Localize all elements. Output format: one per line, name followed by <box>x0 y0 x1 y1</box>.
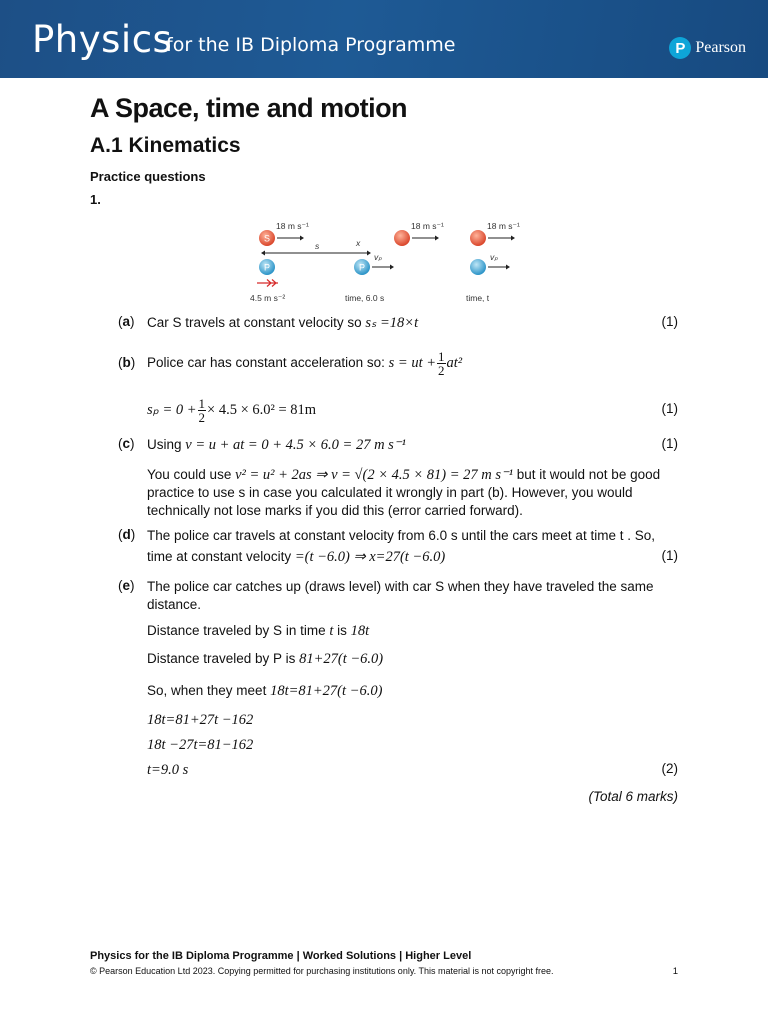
part-c-note: You could use v² = u² + 2as ⇒ v = √(2 × 4.5 × 81) = 27 m s⁻¹ but it would not be good practice to use s in case you calculated it wrongly in part (b). However, you would technically not lose marks if you did this (error carried forward). <box>147 467 661 518</box>
subsection-title: Practice questions <box>90 169 206 184</box>
accel-arrow-icon <box>257 280 278 287</box>
speed-label-1: 18 m s⁻¹ <box>276 221 309 231</box>
part-a-text: Car S travels at constant velocity so sₛ =18×t <box>147 315 419 331</box>
car-s-mid <box>394 230 410 246</box>
part-e-line8: t=9.0 s <box>147 762 189 778</box>
distance-s-label: s <box>315 241 320 251</box>
car-p-label: P <box>263 262 271 273</box>
part-d-marks: (1) <box>661 548 678 563</box>
footer-copyright: © Pearson Education Ltd 2023. Copying permitted for purchasing institutions only. This material is not copyright free. <box>90 966 554 976</box>
motion-diagram <box>245 215 525 310</box>
part-b-calc: sₚ = 0 + $\frac{1}{2}$ × 4.5 × 6.0² = 81m <box>147 395 317 425</box>
footer-title: Physics for the IB Diploma Programme | Worked Solutions | Higher Level <box>90 950 472 962</box>
part-e-label: (e) <box>118 578 135 593</box>
car-p-mid-label: P <box>358 262 366 273</box>
pearson-logo-icon: P <box>669 37 691 59</box>
speed-label-3: 18 m s⁻¹ <box>487 221 520 231</box>
pearson-logo <box>669 37 746 59</box>
vp-label-1: vₚ <box>374 252 382 262</box>
car-s-end <box>470 230 486 246</box>
part-c-text: Using v = u + at = 0 + 4.5 × 6.0 = 27 m s⁻¹ <box>147 437 406 453</box>
vp-label-2: vₚ <box>490 252 498 262</box>
part-a-label: (a) <box>118 314 135 329</box>
part-a-equation: sₛ =18×t <box>365 315 419 331</box>
part-a-marks: (1) <box>661 314 678 329</box>
part-c-marks: (1) <box>661 436 678 451</box>
part-e-line6: 18t=81+27t −162 <box>147 712 254 728</box>
speed-label-2: 18 m s⁻¹ <box>411 221 444 231</box>
header-banner <box>0 0 768 78</box>
part-d-text: The police car travels at constant velocity from 6.0 s until the cars meet at time t . So, time at constant velocity =(t −6.0) ⇒ x=27(t −6.0) <box>147 528 655 565</box>
publisher-name: Pearson <box>695 39 746 56</box>
chapter-title: A Space, time and motion <box>90 93 408 123</box>
banner-subtitle: for the IB Diploma Programme <box>166 34 456 56</box>
part-b-label: (b) <box>118 355 136 370</box>
part-b-text: Police car has constant acceleration so: s = ut + $\frac{1}{2}$ at² <box>147 348 463 378</box>
time-label-1: time, 6.0 s <box>345 293 385 303</box>
question-number: 1. <box>90 192 101 207</box>
part-e-line3: Distance traveled by S in time t is 18t <box>147 623 370 639</box>
total-marks: (Total 6 marks) <box>588 789 678 804</box>
part-e-line7: 18t −27t=81−162 <box>147 737 254 753</box>
car-p-end <box>470 259 486 275</box>
part-d-label: (d) <box>118 527 136 542</box>
part-b-marks: (1) <box>661 401 678 416</box>
part-e-line4: Distance traveled by P is 81+27(t −6.0) <box>147 651 384 667</box>
banner-title: Physics <box>32 18 173 61</box>
part-e-line5: So, when they meet 18t=81+27(t −6.0) <box>147 683 383 699</box>
part-e-text: The police car catches up (draws level) with car S when they have traveled the same distance. <box>147 579 654 612</box>
distance-x-label: x <box>356 238 361 248</box>
section-title: A.1 Kinematics <box>90 134 241 157</box>
part-e-marks: (2) <box>661 761 678 776</box>
part-c-label: (c) <box>118 436 135 451</box>
time-label-2: time, t <box>466 293 490 303</box>
car-s-label: S <box>263 233 271 244</box>
page-number: 1 <box>672 966 678 977</box>
accel-label: 4.5 m s⁻² <box>250 293 286 303</box>
